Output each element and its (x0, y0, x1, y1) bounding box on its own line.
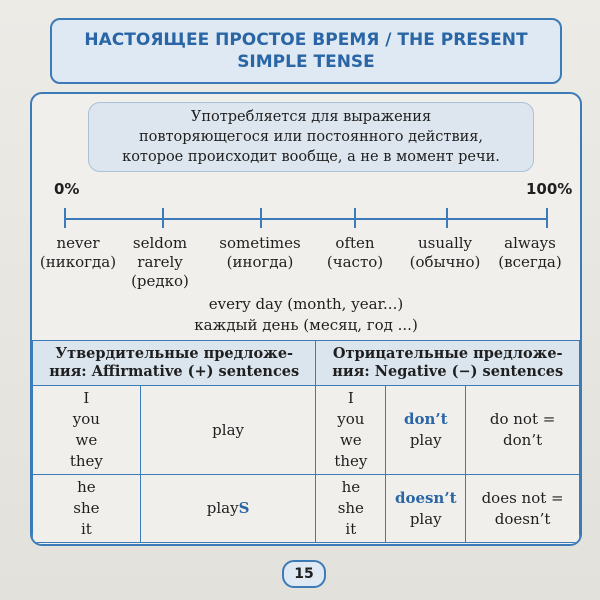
contraction-cell: do not = don’t (466, 386, 580, 475)
header-negative: Отрицательные предложе- ния: Negative (−) sentences (316, 341, 580, 386)
page-number: 15 (282, 560, 326, 588)
grammar-frame (30, 92, 582, 546)
table-row (33, 386, 580, 475)
freq-seldom: seldom rarely (редко) (131, 234, 189, 290)
table-row (33, 475, 580, 543)
scale-tick (354, 208, 356, 228)
freq-never: never (никогда) (39, 234, 117, 271)
usage-note (88, 102, 534, 172)
page-title (50, 18, 562, 84)
conjugation-table (32, 340, 580, 543)
contraction-cell: does not = doesn’t (466, 475, 580, 543)
verb-cell: playS (140, 475, 316, 543)
freq-often: often (часто) (326, 234, 384, 271)
table-header-row (33, 341, 580, 386)
neg-pronouns-cell: I you we they (316, 386, 386, 475)
pronouns-cell: I you we they (33, 386, 141, 475)
freq-usually: usually (обычно) (409, 234, 481, 271)
freq-always: always (всегда) (498, 234, 562, 271)
neg-verb-cell: doesn’t play (386, 475, 466, 543)
scale-min-label: 0% (54, 180, 80, 198)
scale-max-label: 100% (526, 180, 573, 198)
every-day-en: every day (month, year...) (208, 295, 404, 313)
usage-line-2: повторяющегося или постоянного действия, (138, 129, 484, 145)
every-day-ru: каждый день (месяц, год ...) (194, 316, 418, 334)
frequency-scale (64, 218, 548, 220)
title-line-1: НАСТОЯЩЕЕ ПРОСТОЕ ВРЕМЯ / THE PRESENT (84, 30, 528, 50)
scale-tick (64, 208, 66, 228)
usage-line-3: которое происходит вообще, а не в момент речи. (122, 149, 500, 165)
title-line-2: SIMPLE TENSE (237, 52, 375, 72)
scale-tick (546, 208, 548, 228)
freq-sometimes: sometimes (иногда) (219, 234, 301, 271)
header-affirmative: Утвердительные предложе- ния: Affirmative (+) sentences (33, 341, 316, 386)
scale-tick (260, 208, 262, 228)
scale-tick (446, 208, 448, 228)
pronouns-cell: he she it (33, 475, 141, 543)
usage-line-1: Употребляется для выражения (190, 109, 432, 125)
neg-verb-cell: don’t play (386, 386, 466, 475)
neg-pronouns-cell: he she it (316, 475, 386, 543)
verb-cell: play (140, 386, 316, 475)
scale-tick (162, 208, 164, 228)
